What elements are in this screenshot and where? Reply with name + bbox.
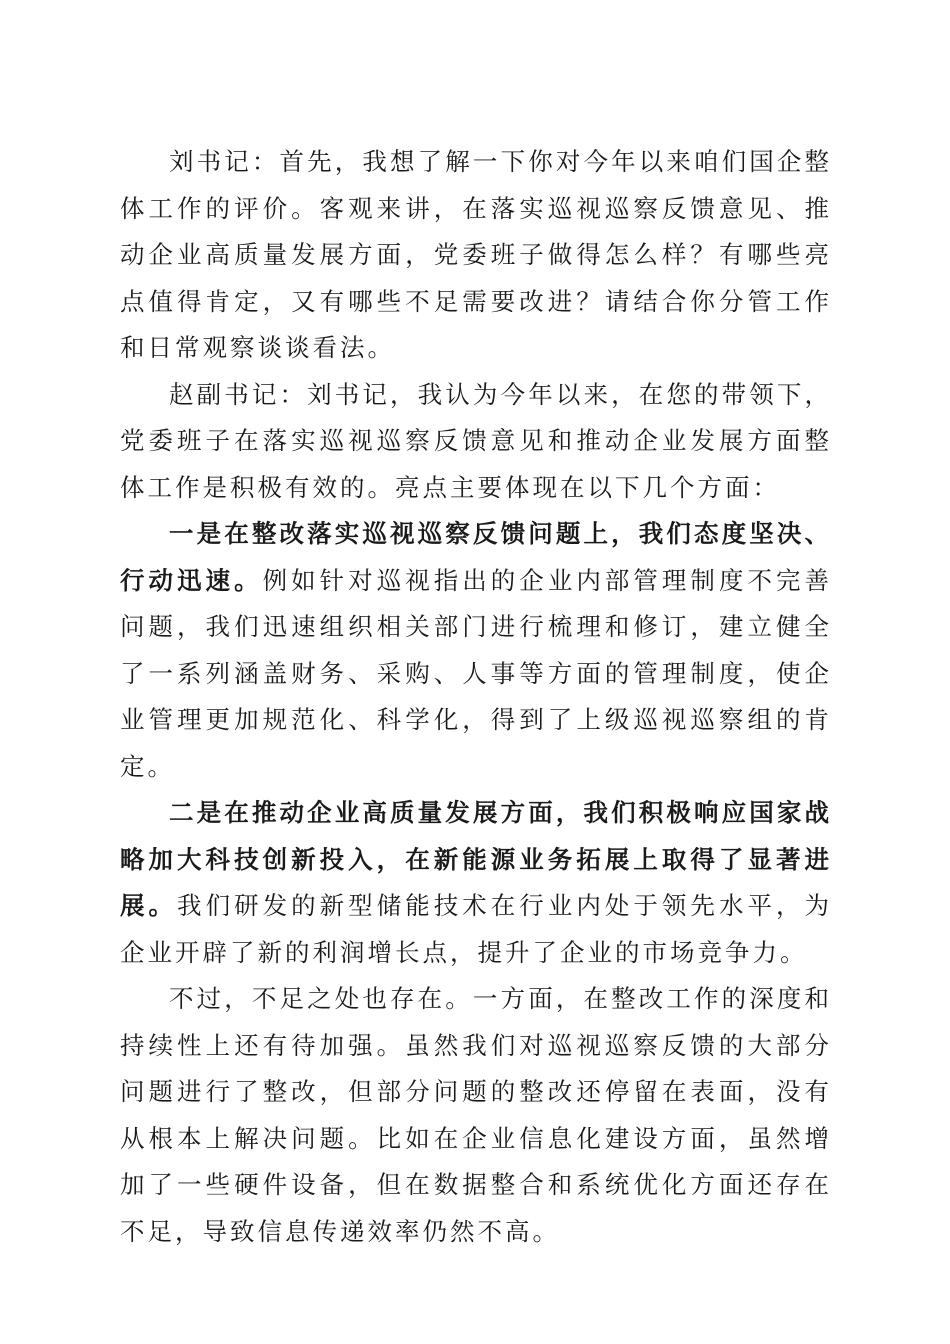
paragraph-2	[120, 372, 832, 512]
paragraph-3-text: 例如针对巡视指出的企业内部管理制度不完善问题，我们迅速组织相关部门进行梳理和修订，建立健全了一系列涵盖财务、采购、人事等方面的管理制度，使企业管理更加规范化、科学化，得到了上级巡视巡察组的肯定。	[120, 565, 833, 781]
paragraph-2-text: 赵副书记：刘书记，我认为今年以来，在您的带领下，党委班子在落实巡视巡察反馈意见和推动企业发展方面整体工作是积极有效的。亮点主要体现在以下几个方面：	[120, 379, 832, 502]
paragraph-4-bold: 二是在推动企业高质量发展方面，我们积极响应国家战略加大科技创新投入，在新能源业务拓展上取得了显著进展。	[120, 798, 832, 920]
paragraph-4	[120, 790, 832, 976]
paragraph-1	[120, 139, 832, 372]
paragraph-5-text: 不过，不足之处也存在。一方面，在整改工作的深度和持续性上还有待加强。虽然我们对巡视巡察反馈的大部分问题进行了整改，但部分问题的整改还停留在表面，没有从根本上解决问题。比如在企业信息化建设方面，虽然增加了一些硬件设备，但在数据整合和系统优化方面还存在不足，导致信息传递效率仍然不高。	[120, 984, 832, 1246]
paragraph-4-text: 我们研发的新型储能技术在行业内处于领先水平，为企业开辟了新的利润增长点，提升了企业的市场竞争力。	[120, 891, 833, 967]
paragraph-3	[120, 511, 832, 790]
paragraph-3-bold: 一是在整改落实巡视巡察反馈问题上，我们态度坚决、行动迅速。	[120, 519, 832, 595]
paragraph-1-text: 刘书记：首先，我想了解一下你对今年以来咱们国企整体工作的评价。客观来讲，在落实巡视巡察反馈意见、推动企业高质量发展方面，党委班子做得怎么样？有哪些亮点值得肯定，又有哪些不足需要改进？请结合你分管工作和日常观察谈谈看法。	[120, 147, 832, 362]
paragraph-5	[120, 976, 832, 1255]
document-page	[120, 139, 832, 1255]
